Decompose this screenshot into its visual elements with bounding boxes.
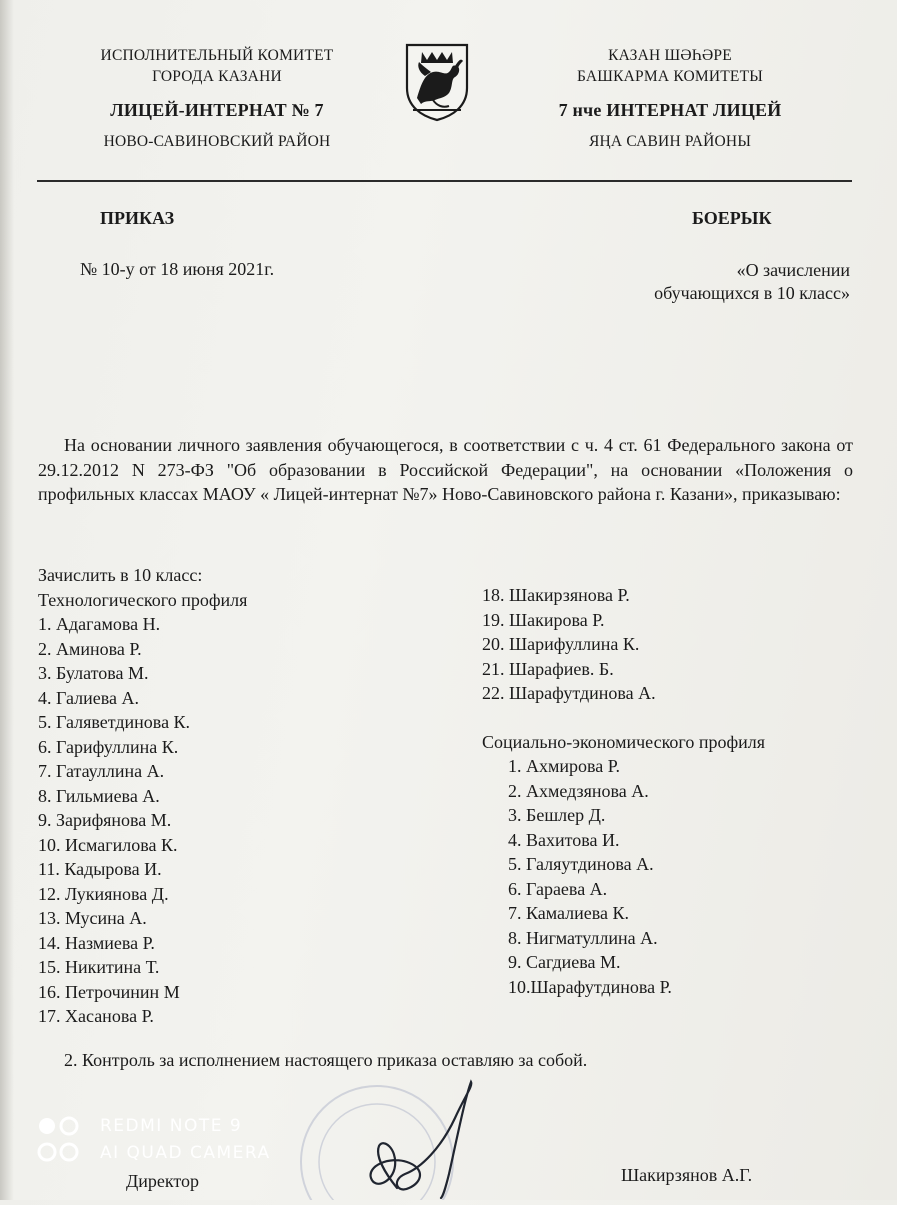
list-item: 4. Вахитова И. (508, 829, 620, 850)
header-left-district: НОВО-САВИНОВСКИЙ РАЙОН (103, 133, 331, 150)
header-left-line2: ГОРОДА КАЗАНИ (152, 68, 282, 85)
kazan-coat-of-arms-icon (403, 42, 471, 122)
list-item: 3. Бешлер Д. (508, 805, 606, 825)
header-right (515, 45, 825, 152)
tech-list-left (38, 612, 247, 1029)
list-item: 17. Хасанова Р. (38, 1006, 154, 1026)
signature-name: Шакирзянов А.Г. (621, 1165, 753, 1185)
list-item: 3. Булатова М. (38, 663, 149, 683)
list-item: 9. Зарифянова М. (38, 810, 172, 830)
watermark-line2: AI QUAD CAMERA (100, 1143, 271, 1163)
list-item: 2. Ахмедзянова А. (508, 780, 649, 801)
order-number: № 10-у от 18 июня 2021г. (80, 259, 275, 279)
director-signature (345, 1078, 485, 1200)
enroll-column-right (482, 583, 765, 999)
header-left (62, 45, 372, 152)
list-item: 13. Мусина А. (38, 908, 147, 928)
watermark-line1: REDMI NOTE 9 (100, 1116, 243, 1136)
list-item: 7. Камалиева К. (508, 903, 630, 923)
list-item: 19. Шакирова Р. (482, 609, 605, 630)
header-divider (37, 180, 852, 182)
order-subject (654, 259, 850, 305)
header-left-line1: ИСПОЛНИТЕЛЬНЫЙ КОМИТЕТ (100, 47, 334, 64)
header-left-school: ЛИЦЕЙ-ИНТЕРНАТ № 7 (110, 100, 324, 120)
list-item: 8. Нигматуллина А. (508, 927, 658, 948)
quad-camera-icon (36, 1113, 84, 1167)
page-edge-shadow (0, 0, 14, 1200)
list-item: 14. Назмиева Р. (38, 932, 155, 953)
socio-list (482, 754, 765, 999)
list-item: 5. Галяветдинова К. (38, 712, 191, 732)
list-item: 10. Исмагилова К. (38, 834, 178, 855)
list-item: 6. Гараева А. (508, 878, 608, 899)
list-item: 9. Сагдиева М. (508, 952, 621, 972)
list-item: 2. Аминова Р. (38, 638, 142, 659)
socio-profile-heading: Социально-экономического профиля (482, 731, 766, 752)
list-item: 8. Гильмиева А. (38, 785, 160, 806)
list-item: 10.Шарафутдинова Р. (508, 976, 672, 997)
list-item: 20. Шарифуллина К. (482, 634, 640, 654)
order-title-ru: ПРИКАЗ (100, 208, 175, 228)
order-subject-line1: «О зачислении (736, 260, 850, 280)
list-item: 21. Шарафиев. Б. (482, 658, 614, 679)
list-item: 22. Шарафутдинова А. (482, 683, 656, 703)
preamble-paragraph: На основании личного заявления обучающегося, в соответствии с ч. 4 ст. 61 Федерального закона от 29.12.2012 N 273-ФЗ "Об образовании в Российской Федерации", на основании «Положения о профильных классах МАОУ « Лицей-интернат №7» Ново-Савиновского района г. Казани», приказываю: (38, 435, 853, 504)
tech-profile-heading: Технологического профиля (38, 589, 248, 610)
order-title-tt: БОЕРЫК (692, 208, 772, 228)
header-right-district: ЯҢА САВИН РАЙОНЫ (588, 133, 752, 150)
list-item: 1. Адагамова Н. (38, 614, 161, 634)
order-subject-line2: обучающихся в 10 класс» (654, 283, 850, 303)
list-item: 11. Кадырова И. (38, 859, 162, 879)
header-right-line2: БАШКАРМА КОМИТЕТЫ (577, 68, 763, 85)
camera-watermark (38, 1113, 271, 1167)
enroll-heading: Зачислить в 10 класс: (38, 565, 203, 585)
enroll-column-left (38, 563, 247, 1029)
list-item: 12. Лукиянова Д. (38, 883, 169, 904)
list-item: 1. Ахмирова Р. (508, 756, 621, 776)
list-item: 15. Никитина Т. (38, 957, 160, 977)
control-clause: 2. Контроль за исполнением настоящего приказа оставляю за собой. (64, 1050, 588, 1070)
header-right-line1: КАЗАН ШӘҺӘРЕ (608, 47, 732, 64)
signature-position: Директор (126, 1171, 200, 1191)
list-item: 18. Шакирзянова Р. (482, 585, 630, 605)
list-item: 4. Галиева А. (38, 687, 139, 708)
tech-list-right (482, 583, 765, 706)
header-right-school: 7 нче ИНТЕРНАТ ЛИЦЕЙ (558, 100, 782, 120)
list-item: 6. Гарифуллина К. (38, 736, 179, 757)
list-item: 7. Гатауллина А. (38, 761, 165, 781)
list-item: 5. Галяутдинова А. (508, 854, 654, 874)
list-item: 16. Петрочинин М (38, 981, 180, 1002)
